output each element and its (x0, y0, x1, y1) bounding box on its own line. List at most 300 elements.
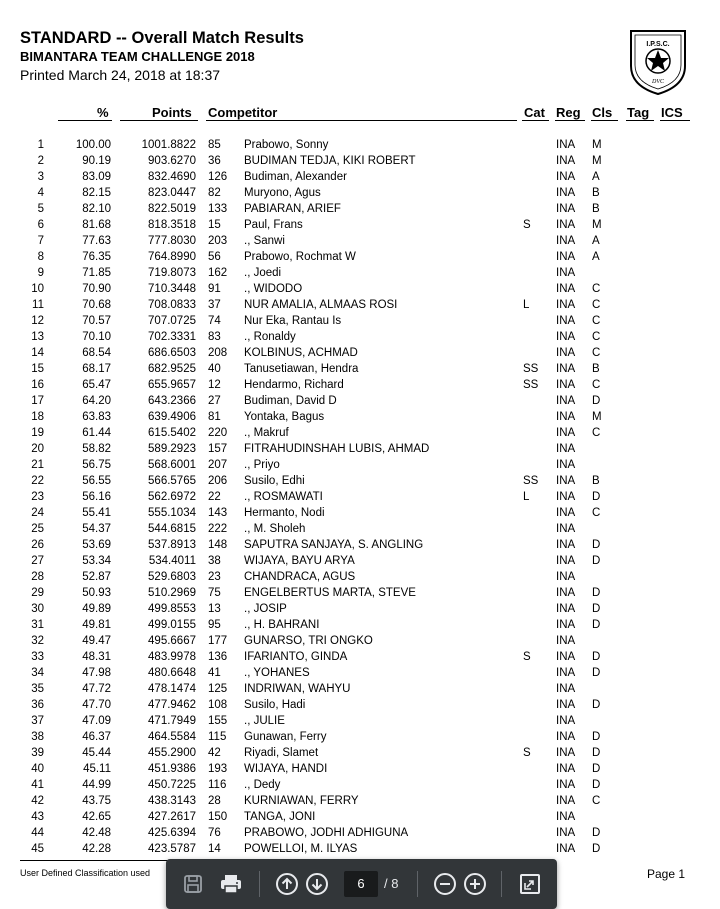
region: INA (556, 683, 576, 695)
percent: 64.20 (82, 395, 111, 407)
class: D (592, 747, 601, 759)
region: INA (556, 347, 576, 359)
points: 568.6001 (148, 459, 196, 471)
competitor-number: 41 (208, 667, 221, 679)
points: 534.4011 (148, 555, 196, 567)
points: 818.3518 (148, 219, 196, 231)
competitor-name: ., Ronaldy (244, 331, 296, 343)
competitor-number: 28 (208, 795, 221, 807)
region: INA (556, 715, 576, 727)
competitor-number: 193 (208, 763, 228, 775)
table-row (0, 809, 720, 825)
percent: 50.93 (82, 587, 111, 599)
region: INA (556, 315, 576, 327)
rank: 1 (37, 139, 44, 151)
rank: 44 (31, 827, 44, 839)
class: C (592, 347, 601, 359)
table-row (0, 265, 720, 281)
points: 480.6648 (148, 667, 196, 679)
competitor-number: 177 (208, 635, 228, 647)
percent: 49.47 (82, 635, 111, 647)
percent: 70.10 (82, 331, 111, 343)
rank: 13 (31, 331, 44, 343)
class: C (592, 507, 601, 519)
table-row (0, 697, 720, 713)
competitor-name: GUNARSO, TRI ONGKO (244, 635, 373, 647)
footer-note: User Defined Classification used (20, 868, 151, 878)
percent: 49.81 (82, 619, 111, 631)
competitor-name: Yontaka, Bagus (244, 411, 325, 423)
table-row (0, 377, 720, 393)
class: B (592, 475, 600, 487)
class: C (592, 299, 601, 311)
rank: 15 (31, 363, 44, 375)
category: L (523, 299, 530, 311)
rank: 32 (31, 635, 44, 647)
competitor-number: 136 (208, 651, 228, 663)
region: INA (556, 507, 576, 519)
category: SS (523, 363, 539, 375)
table-row (0, 617, 720, 633)
percent: 54.37 (82, 523, 111, 535)
region: INA (556, 731, 576, 743)
competitor-name: KURNIAWAN, FERRY (244, 795, 359, 807)
competitor-name: Paul, Frans (244, 219, 303, 231)
competitor-name: WIJAYA, HANDI (244, 763, 328, 775)
points: 455.2900 (148, 747, 196, 759)
table-row (0, 393, 720, 409)
rank: 18 (31, 411, 44, 423)
rank: 40 (31, 763, 44, 775)
rank: 23 (31, 491, 44, 503)
table-row (0, 313, 720, 329)
points: 510.2969 (148, 587, 196, 599)
region: INA (556, 491, 576, 503)
rank: 4 (37, 187, 44, 199)
page-down-icon[interactable] (304, 871, 330, 897)
competitor-number: 74 (208, 315, 221, 327)
percent: 81.68 (82, 219, 111, 231)
header-cls: Cls (592, 105, 613, 120)
page-number-input[interactable]: 6 (344, 871, 378, 897)
table-row (0, 137, 720, 153)
table-row (0, 649, 720, 665)
table-row (0, 201, 720, 217)
rank: 29 (31, 587, 44, 599)
class: D (592, 587, 601, 599)
class: D (592, 763, 601, 775)
underline-cls (591, 120, 618, 121)
logo-bottom-text: DVC (652, 79, 664, 85)
rank: 11 (32, 299, 44, 311)
points: 566.5765 (148, 475, 196, 487)
points: 471.7949 (148, 715, 196, 727)
table-row (0, 329, 720, 345)
percent: 100.00 (75, 139, 111, 151)
rank: 16 (31, 379, 44, 391)
percent: 70.68 (82, 299, 111, 311)
competitor-name: KOLBINUS, ACHMAD (244, 347, 358, 359)
percent: 42.65 (82, 811, 111, 823)
region: INA (556, 267, 576, 279)
table-row (0, 457, 720, 473)
percent: 61.44 (82, 427, 111, 439)
competitor-number: 82 (208, 187, 221, 199)
region: INA (556, 331, 576, 343)
rank: 28 (31, 571, 44, 583)
rank: 26 (31, 539, 44, 551)
competitor-name: Gunawan, Ferry (244, 731, 327, 743)
region: INA (556, 171, 576, 183)
points: 1001.8822 (141, 139, 196, 151)
competitor-name: Riyadi, Slamet (244, 747, 319, 759)
header-cat: Cat (524, 105, 545, 120)
rank: 10 (31, 283, 44, 295)
region: INA (556, 779, 576, 791)
competitor-number: 115 (208, 731, 227, 743)
points: 655.9657 (148, 379, 196, 391)
rank: 43 (31, 811, 44, 823)
table-row (0, 761, 720, 777)
competitor-name: FITRAHUDINSHAH LUBIS, AHMAD (244, 443, 430, 455)
points: 499.8553 (148, 603, 196, 615)
table-row (0, 217, 720, 233)
table-row (0, 553, 720, 569)
category: S (523, 747, 531, 759)
class: D (592, 539, 601, 551)
region: INA (556, 699, 576, 711)
points: 495.6667 (148, 635, 196, 647)
table-row (0, 249, 720, 265)
region: INA (556, 459, 576, 471)
competitor-name: Prabowo, Rochmat W (244, 251, 356, 263)
fit-page-icon[interactable] (517, 871, 543, 897)
rank: 41 (31, 779, 44, 791)
competitor-number: 116 (208, 779, 227, 791)
competitor-name: NUR AMALIA, ALMAAS ROSI (244, 299, 398, 311)
percent: 47.09 (82, 715, 111, 727)
table-row (0, 169, 720, 185)
points: 710.3448 (148, 283, 196, 295)
competitor-number: 14 (208, 843, 221, 855)
region: INA (556, 203, 576, 215)
header-reg: Reg (556, 105, 581, 120)
rank: 22 (31, 475, 44, 487)
rank: 5 (37, 203, 44, 215)
region: INA (556, 843, 576, 855)
points: 764.8990 (148, 251, 196, 263)
table-row (0, 185, 720, 201)
competitor-name: ., JOSIP (244, 603, 287, 615)
region: INA (556, 427, 576, 439)
points: 544.6815 (148, 523, 196, 535)
class: M (592, 411, 602, 423)
table-row (0, 425, 720, 441)
points: 483.9978 (148, 651, 196, 663)
percent: 58.82 (82, 443, 111, 455)
region: INA (556, 219, 576, 231)
region: INA (556, 795, 576, 807)
competitor-number: 36 (208, 155, 221, 167)
region: INA (556, 571, 576, 583)
class: D (592, 779, 601, 791)
competitor-number: 42 (208, 747, 221, 759)
competitor-name: WIJAYA, BAYU ARYA (244, 555, 355, 567)
competitor-name: PRABOWO, JODHI ADHIGUNA (244, 827, 409, 839)
percent: 82.15 (82, 187, 111, 199)
region: INA (556, 251, 576, 263)
page-total: / 8 (384, 876, 399, 891)
report-title: STANDARD -- Overall Match Results (20, 29, 304, 47)
region: INA (556, 539, 576, 551)
percent: 47.98 (82, 667, 111, 679)
match-name: BIMANTARA TEAM CHALLENGE 2018 (20, 49, 255, 64)
competitor-number: 207 (208, 459, 228, 471)
category: SS (523, 475, 539, 487)
points: 708.0833 (148, 299, 196, 311)
region: INA (556, 747, 576, 759)
region: INA (556, 395, 576, 407)
page-up-icon[interactable] (274, 871, 300, 897)
table-row (0, 345, 720, 361)
rank: 8 (37, 251, 44, 263)
competitor-number: 220 (208, 427, 228, 439)
class: A (592, 235, 600, 247)
competitor-number: 23 (208, 571, 221, 583)
points: 832.4690 (148, 171, 196, 183)
table-row (0, 729, 720, 745)
percent: 63.83 (82, 411, 111, 423)
class: C (592, 379, 601, 391)
competitor-number: 81 (208, 411, 221, 423)
competitor-name: BUDIMAN TEDJA, KIKI ROBERT (244, 155, 416, 167)
class: D (592, 731, 601, 743)
competitor-number: 133 (208, 203, 228, 215)
logo-top-text: I.P.S.C. (646, 41, 670, 48)
competitor-name: IFARIANTO, GINDA (244, 651, 348, 663)
rank: 21 (31, 459, 44, 471)
percent: 76.35 (82, 251, 111, 263)
percent: 52.87 (82, 571, 111, 583)
points: 478.1474 (148, 683, 196, 695)
region: INA (556, 379, 576, 391)
competitor-number: 162 (208, 267, 228, 279)
rank: 12 (31, 315, 44, 327)
table-row (0, 681, 720, 697)
table-row (0, 473, 720, 489)
table-row (0, 825, 720, 841)
rank: 6 (37, 219, 44, 231)
class: B (592, 203, 600, 215)
region: INA (556, 667, 576, 679)
points: 777.8030 (148, 235, 196, 247)
region: INA (556, 187, 576, 199)
class: M (592, 139, 602, 151)
region: INA (556, 299, 576, 311)
rank: 20 (31, 443, 44, 455)
region: INA (556, 619, 576, 631)
competitor-name: ., ROSMAWATI (244, 491, 323, 503)
rank: 19 (31, 427, 44, 439)
zoom-out-icon[interactable] (432, 871, 458, 897)
competitor-name: Hermanto, Nodi (244, 507, 325, 519)
percent: 42.48 (82, 827, 111, 839)
competitor-number: 143 (208, 507, 228, 519)
points: 682.9525 (148, 363, 196, 375)
class: C (592, 427, 601, 439)
competitor-name: ., YOHANES (244, 667, 310, 679)
competitor-name: ., WIDODO (244, 283, 303, 295)
competitor-name: PABIARAN, ARIEF (244, 203, 341, 215)
points: 477.9462 (148, 699, 196, 711)
competitor-number: 15 (208, 219, 221, 231)
competitor-name: ENGELBERTUS MARTA, STEVE (244, 587, 416, 599)
competitor-name: ., JULIE (244, 715, 285, 727)
page-number: Page 1 (647, 867, 686, 881)
competitor-name: Susilo, Edhi (244, 475, 305, 487)
class: D (592, 619, 601, 631)
competitor-number: 108 (208, 699, 228, 711)
percent: 83.09 (82, 171, 111, 183)
region: INA (556, 283, 576, 295)
class: D (592, 491, 601, 503)
competitor-number: 85 (208, 139, 221, 151)
competitor-name: ., H. BAHRANI (244, 619, 320, 631)
table-row (0, 441, 720, 457)
points: 719.8073 (148, 267, 196, 279)
points: 464.5584 (148, 731, 196, 743)
table-row (0, 713, 720, 729)
toolbar-separator (259, 871, 260, 897)
points: 427.2617 (148, 811, 196, 823)
rank: 2 (37, 155, 44, 167)
competitor-number: 157 (208, 443, 228, 455)
header-pct: % (97, 105, 109, 120)
rank: 30 (31, 603, 44, 615)
class: D (592, 555, 601, 567)
competitor-name: POWELLOI, M. ILYAS (244, 843, 358, 855)
percent: 71.85 (82, 267, 111, 279)
table-row (0, 233, 720, 249)
rank: 35 (31, 683, 44, 695)
competitor-number: 56 (208, 251, 221, 263)
footer-divider (20, 860, 170, 861)
region: INA (556, 363, 576, 375)
percent: 77.63 (82, 235, 111, 247)
region: INA (556, 411, 576, 423)
rank: 36 (31, 699, 44, 711)
points: 451.9386 (148, 763, 196, 775)
table-row (0, 297, 720, 313)
table-row (0, 281, 720, 297)
points: 823.0447 (148, 187, 196, 199)
rank: 17 (31, 395, 44, 407)
competitor-name: ., Makruf (244, 427, 289, 439)
region: INA (556, 651, 576, 663)
percent: 68.54 (82, 347, 111, 359)
class: D (592, 603, 601, 615)
category: SS (523, 379, 539, 391)
percent: 55.41 (82, 507, 111, 519)
region: INA (556, 763, 576, 775)
points: 438.3143 (148, 795, 196, 807)
percent: 42.28 (82, 843, 111, 855)
competitor-number: 125 (208, 683, 228, 695)
underline-competitor (206, 120, 517, 121)
rank: 45 (31, 843, 44, 855)
competitor-name: Nur Eka, Rantau Is (244, 315, 342, 327)
points: 529.6803 (148, 571, 196, 583)
percent: 68.17 (82, 363, 111, 375)
competitor-number: 76 (208, 827, 221, 839)
competitor-number: 75 (208, 587, 221, 599)
competitor-name: TANGA, JONI (244, 811, 316, 823)
region: INA (556, 635, 576, 647)
table-row (0, 537, 720, 553)
category: S (523, 219, 531, 231)
points: 903.6270 (148, 155, 196, 167)
print-icon[interactable] (218, 871, 244, 897)
percent: 56.75 (82, 459, 111, 471)
percent: 45.44 (82, 747, 111, 759)
percent: 47.72 (82, 683, 111, 695)
competitor-name: Hendarmo, Richard (244, 379, 344, 391)
points: 562.6972 (148, 491, 196, 503)
region: INA (556, 235, 576, 247)
region: INA (556, 555, 576, 567)
save-icon[interactable] (180, 871, 206, 897)
points: 537.8913 (148, 539, 196, 551)
competitor-name: Prabowo, Sonny (244, 139, 329, 151)
percent: 43.75 (82, 795, 111, 807)
competitor-number: 13 (208, 603, 221, 615)
underline-reg (555, 120, 585, 121)
rank: 9 (37, 267, 44, 279)
percent: 56.55 (82, 475, 111, 487)
rank: 25 (31, 523, 44, 535)
competitor-number: 83 (208, 331, 221, 343)
percent: 90.19 (82, 155, 111, 167)
table-row (0, 793, 720, 809)
region: INA (556, 811, 576, 823)
zoom-in-icon[interactable] (462, 871, 488, 897)
competitor-name: Budiman, David D (244, 395, 337, 407)
underline-cat (522, 120, 549, 121)
points: 615.5402 (148, 427, 196, 439)
toolbar-separator (501, 871, 502, 897)
percent: 49.89 (82, 603, 111, 615)
competitor-name: ., Priyo (244, 459, 280, 471)
competitor-number: 203 (208, 235, 228, 247)
class: D (592, 395, 601, 407)
competitor-name: Muryono, Agus (244, 187, 321, 199)
underline-pct (58, 120, 112, 121)
table-row (0, 841, 720, 857)
points: 643.2366 (148, 395, 196, 407)
table-row (0, 409, 720, 425)
percent: 45.11 (83, 763, 111, 775)
table-row (0, 521, 720, 537)
class: D (592, 667, 601, 679)
region: INA (556, 827, 576, 839)
competitor-number: 22 (208, 491, 221, 503)
class: A (592, 251, 600, 263)
competitor-number: 12 (208, 379, 221, 391)
rank: 33 (31, 651, 44, 663)
table-row (0, 585, 720, 601)
rank: 34 (31, 667, 44, 679)
table-row (0, 633, 720, 649)
